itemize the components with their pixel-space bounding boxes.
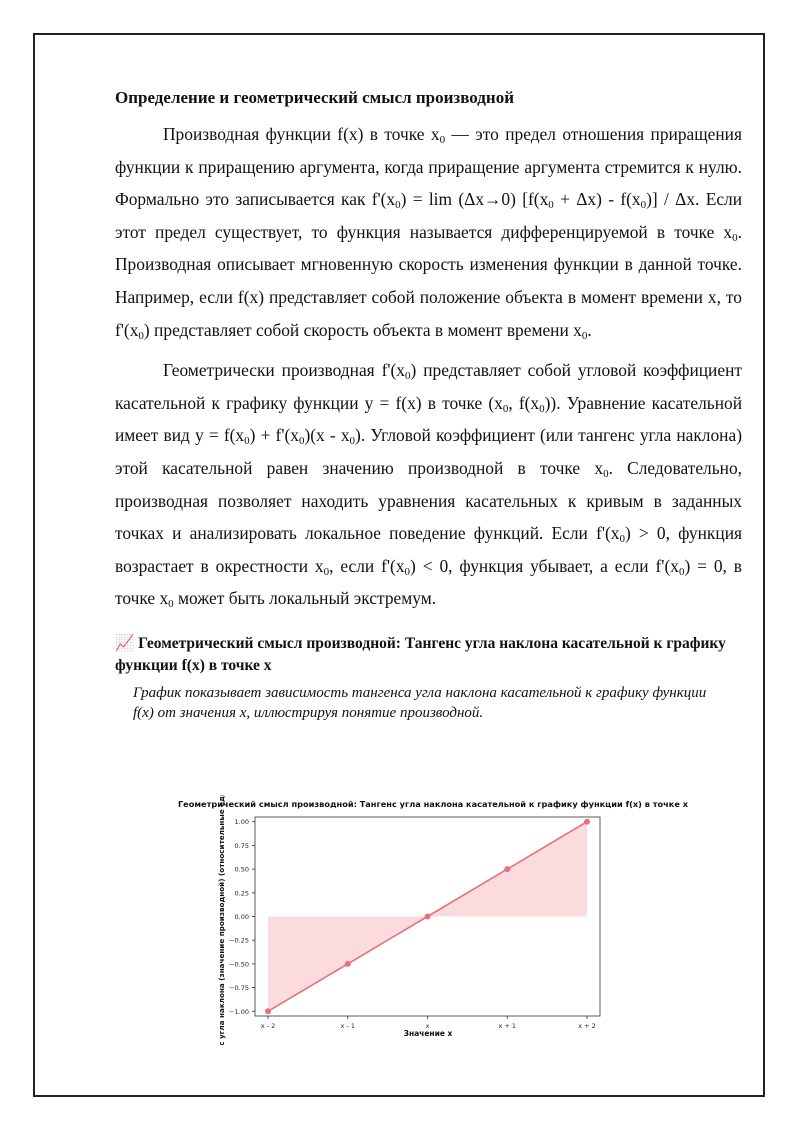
subscript: 0 [168,598,174,611]
subscript: 0 [404,565,411,578]
text-run: ) = lim (Δx→0) [f(x [400,189,549,210]
y-tick-label: −0.50 [229,960,249,969]
text-run: ) представляет собой скорость объекта в момент времени x [143,319,582,340]
y-tick-label: 0.25 [234,889,249,898]
figure-title: 📈 Геометрический смысл производной: Тангенс угла наклона касательной к графику функции f(x) в точке x [115,634,726,674]
text-run: )). Уравнение касательной имеет вид y = f(x [115,392,743,446]
y-tick-label: −0.25 [229,936,249,945]
text-run: , f(x [508,392,540,413]
text-run: , если f'(x [329,555,405,576]
subscript: 0 [244,435,250,448]
text-run: Геометрически производная f'(x [163,360,405,381]
subscript: 0 [395,199,401,212]
x-tick-label: x + 1 [498,1022,517,1030]
subscript: 0 [349,435,356,448]
paragraph-geometric-meaning [115,354,742,615]
x-tick-label: x - 2 [260,1022,276,1030]
text-run: + Δx) - f(x [553,189,641,210]
text-run: . Следовательно, производная позволяет находить уравнения касательных к кривым в заданных точках и анализировать локальное поведение функций. Если f'(x [115,457,742,544]
subscript: 0 [732,231,738,244]
text-run: ) < 0, функция убывает, а если f'(x [410,555,679,576]
subscript: 0 [678,565,685,578]
subscript: 0 [298,435,305,448]
x-tick-label: x - 1 [340,1022,355,1030]
text-run: ) + f'(x [249,425,299,446]
text-run: ) представляет собой угловой коэффициент касательной к графику функции y = f(x) в точке (x [115,360,742,413]
data-point [504,866,510,872]
y-axis-label: Тангенс угла наклона (значение производной) (относительные единицы) [217,795,226,1045]
y-tick-label: −0.75 [229,984,249,993]
subscript: 0 [603,467,609,480]
section-heading: Определение и геометрический смысл производной [115,88,514,107]
subscript: 0 [640,199,647,212]
chart-title: Геометрический смысл производной: Тангенс угла наклона касательной к графику функции f(x) в точке x [177,799,689,809]
chart-svg [155,795,695,1045]
text-run: может быть локальный экстремум. [173,588,437,609]
text-run: ). Угловой коэффициент (или тангенс угла наклона) этой касательной равен значению производной в точке x [115,425,742,478]
subscript: 0 [548,199,554,212]
subscript: 0 [138,329,144,342]
subscript: 0 [581,329,588,342]
text-run: . [587,319,592,340]
subscript: 0 [439,134,446,146]
x-axis-label: Значение x [403,1029,453,1038]
y-tick-label: 1.00 [234,818,249,827]
text-run: )(x - x [304,425,350,446]
derivative-chart [155,795,695,1045]
document-body [115,88,742,723]
data-point [345,961,351,967]
text-run: Производная функции f(x) в точке x [163,124,440,144]
plot-area [229,817,600,1030]
y-tick-label: 0.75 [234,841,249,850]
paragraph-definition [115,118,742,346]
y-tick-label: −1.00 [229,1007,249,1016]
text-run: . Производная описывает мгновенную скорость изменения функции в данной точке. Например, если f(x) представляет собой положение объекта в момент времени x, то f'(x [115,221,742,340]
subscript: 0 [539,402,545,415]
subscript: 0 [323,565,330,578]
text-run: — это предел отношения приращения функции к приращению аргумента, когда приращение аргумента стремится к нулю. Формально это записывается как f'(x [115,124,742,210]
subscript: 0 [502,402,509,415]
data-point [425,914,431,920]
data-point [265,1008,271,1014]
text-run: )] / Δx. Если этот предел существует, то функция называется дифференцируемой в точке x [115,189,743,242]
x-tick-label: x [425,1022,430,1030]
y-tick-label: 0.50 [234,865,249,874]
data-point [584,819,590,825]
figure-caption: График показывает зависимость тангенса угла наклона касательной к графику функции f(x) от значения x, иллюстрируя понятие производной. [133,684,707,721]
text-run: ) = 0, в точке x [115,555,742,609]
y-tick-label: 0.00 [234,913,249,921]
subscript: 0 [405,370,411,383]
text-run: ) > 0, функция возрастает в окрестности x [115,523,742,576]
x-tick-label: x + 2 [578,1022,596,1030]
subscript: 0 [619,533,625,546]
